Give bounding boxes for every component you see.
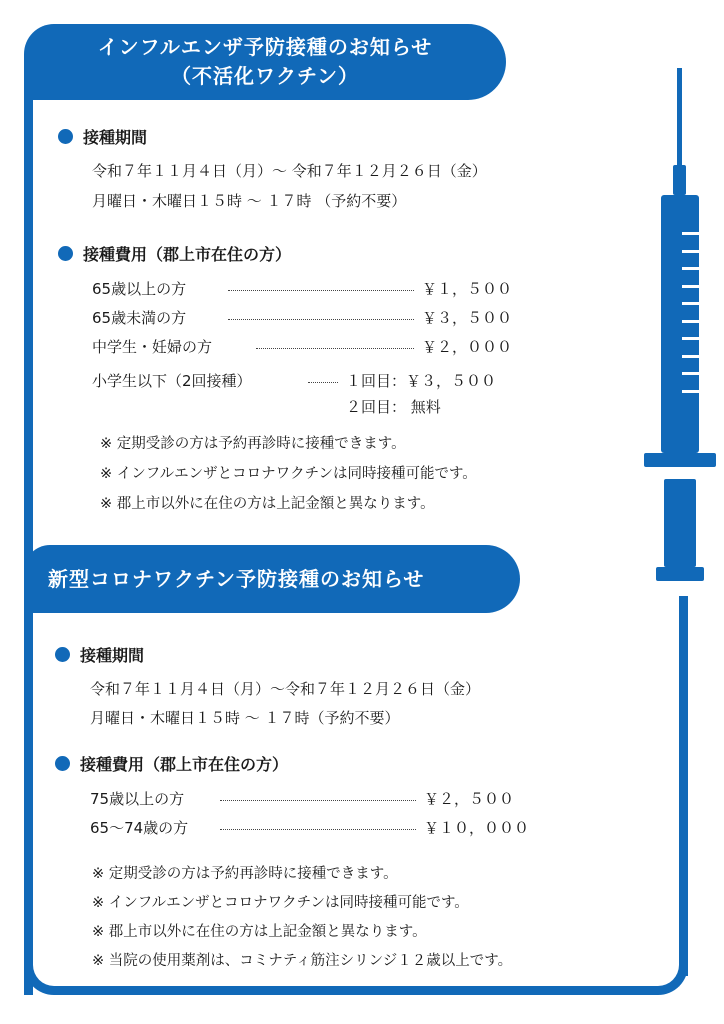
price-label: 65歳未満の方: [92, 309, 187, 327]
price-value: １回目：￥３，５００: [346, 372, 497, 390]
covid-period-dates: 令和７年１１月４日（月）～令和７年１２月２６日（金）: [90, 680, 481, 698]
price-value: ￥１０，０００: [424, 819, 530, 837]
price-label: 小学生以下（2回接種）: [92, 372, 252, 390]
leader-dots: [220, 800, 416, 801]
bullet-icon: [55, 647, 70, 662]
influenza-fee-heading: [58, 242, 291, 265]
price-label: 65歳以上の方: [92, 280, 187, 298]
price-row: [92, 307, 512, 328]
influenza-section-title: [24, 24, 506, 100]
frame-right-border: [679, 596, 688, 976]
covid-period-heading: [55, 643, 144, 666]
influenza-period-heading: [58, 125, 147, 148]
covid-fee-heading-text: 接種費用（郡上市在住の方）: [80, 755, 289, 774]
bullet-icon: [58, 129, 73, 144]
covid-period-hours: 月曜日・木曜日１５時 ～ １７時（予約不要）: [90, 709, 400, 727]
influenza-fee-heading-text: 接種費用（郡上市在住の方）: [83, 245, 292, 264]
covid-note: ※ 郡上市以外に在住の方は上記金額と異なります。: [92, 924, 427, 940]
influenza-note: ※ インフルエンザとコロナワクチンは同時接種可能です。: [100, 466, 477, 482]
price-row: [92, 336, 512, 357]
leader-dots: [220, 829, 416, 830]
price-label: 75歳以上の方: [90, 790, 185, 808]
influenza-note: ※ 定期受診の方は予約再診時に接種できます。: [100, 436, 406, 452]
price-label: 65～74歳の方: [90, 819, 189, 837]
price-value: ￥２，５００: [424, 790, 515, 808]
influenza-period-hours: 月曜日・木曜日１５時 ～ １７時 （予約不要）: [92, 192, 407, 210]
bullet-icon: [58, 246, 73, 261]
influenza-title-line2: （不活化ワクチン）: [171, 64, 359, 88]
covid-note: ※ 定期受診の方は予約再診時に接種できます。: [92, 866, 398, 882]
child-price-row: [92, 370, 496, 391]
leader-dots: [228, 290, 414, 291]
price-row: [90, 788, 514, 809]
bullet-icon: [55, 756, 70, 771]
price-row: [92, 278, 512, 299]
covid-note: ※ インフルエンザとコロナワクチンは同時接種可能です。: [92, 895, 469, 911]
covid-note: ※ 当院の使用薬剤は、コミナティ筋注シリンジ１２歳以上です。: [92, 953, 513, 969]
influenza-period-dates: 令和７年１１月４日（月）～ 令和７年１２月２６日（金）: [92, 162, 487, 180]
price-row: [90, 817, 529, 838]
price-label: 中学生・妊婦の方: [92, 338, 213, 356]
covid-section-title: 新型コロナワクチン予防接種のお知らせ: [24, 545, 520, 613]
covid-fee-heading: [55, 752, 288, 775]
leader-dots: [308, 382, 338, 383]
frame-left-border: [24, 60, 33, 995]
influenza-period-heading-text: 接種期間: [83, 128, 148, 147]
influenza-title-line1: インフルエンザ予防接種のお知らせ: [97, 35, 433, 59]
influenza-note: ※ 郡上市以外に在住の方は上記金額と異なります。: [100, 496, 435, 512]
leader-dots: [228, 319, 414, 320]
price-value: ￥３，５００: [422, 309, 513, 327]
child-second-dose: ２回目： 無料: [346, 398, 441, 416]
leader-dots: [256, 348, 414, 349]
price-value: ￥２，０００: [422, 338, 513, 356]
price-value: ￥１，５００: [422, 280, 513, 298]
covid-period-heading-text: 接種期間: [80, 646, 145, 665]
